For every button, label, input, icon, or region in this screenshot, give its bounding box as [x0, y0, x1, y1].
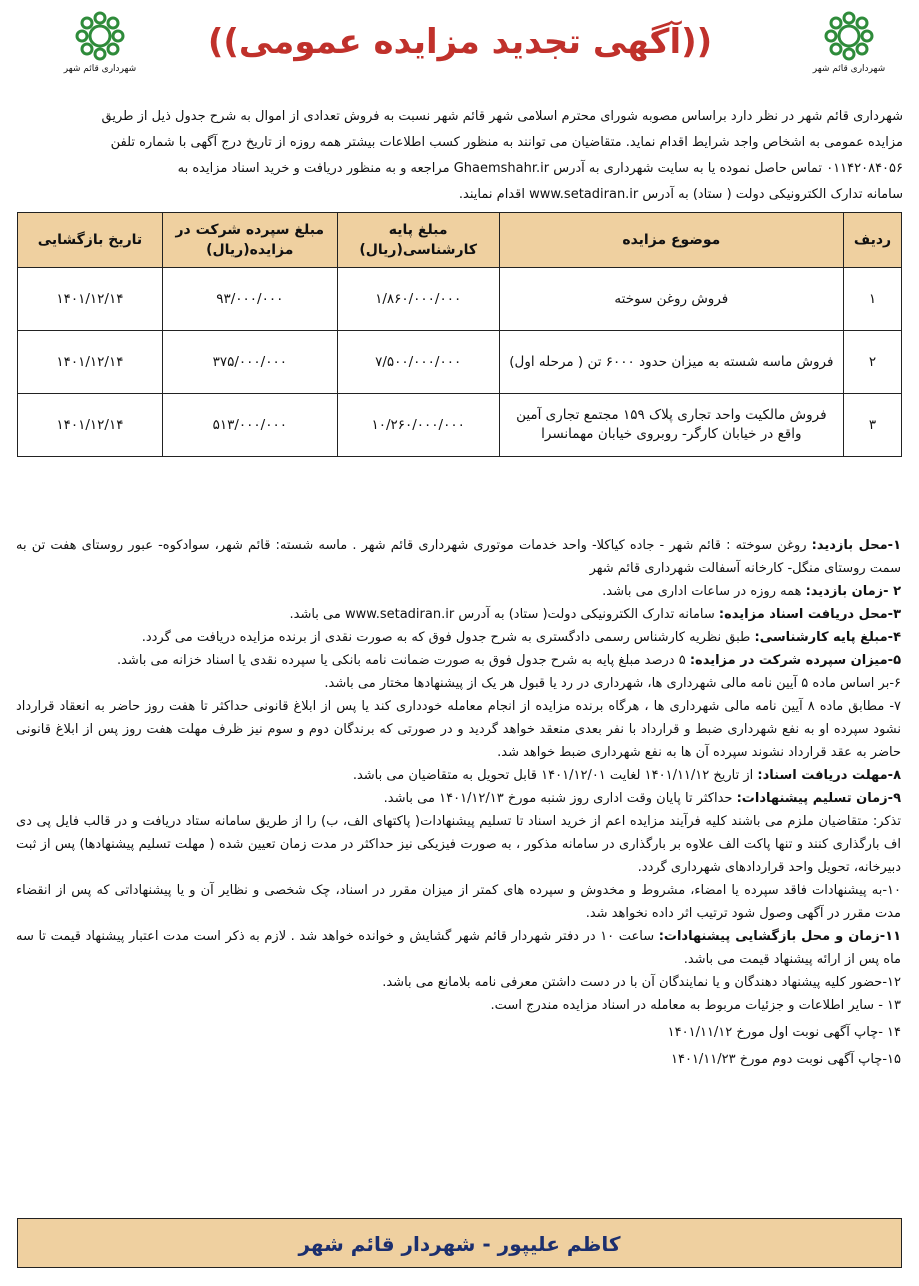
row-number: ۱ [844, 268, 902, 331]
signature-footer: کاظم علیپور - شهردار قائم شهر [17, 1218, 902, 1268]
condition-item [16, 971, 901, 994]
condition-text: ۱۰-به پیشنهادات فاقد سپرده یا امضاء، مشروط و مخدوش و سپرده های کمتر از میزان مقرر در اسناد، چک شخصی و نظایر آن و یا پیشنهاداتی که پس از انقضاء مدت مقرر در آگهی وصول شود ترتیب اثر داده نخواهد شد. [16, 883, 901, 921]
table-row [18, 394, 902, 457]
condition-text: حداکثر تا پایان وقت اداری روز شنبه مورخ ۱۴۰۱/۱۲/۱۳ می باشد. [383, 791, 737, 806]
row-opening-date: ۱۴۰۱/۱۲/۱۴ [18, 394, 163, 457]
condition-item [16, 534, 901, 580]
condition-label: ۵-میزان سپرده شرکت در مزایده: [689, 653, 901, 668]
condition-text: ۷- مطابق ماده ۸ آیین نامه مالی شهرداری ها ، هرگاه برنده مزایده از انجام معامله خودداری کند یا پس از ابلاغ قانونی حداکثر تا هفت روز حاضر به انعقاد قرارداد نشود سپرده او به نفع شهرداری ضبط و قرارداد با نفر بعدی منعقد خواهد گردید و در صورتی که برندگان دوم و سوم نیز ظرف مهلت هفت روز پس از ابلاغ قانونی حاضر به عقد قرارداد نشوند سپرده آن ها به نفع شهرداری ضبط خواهد شد. [16, 699, 901, 760]
header-opening-date: تاریخ بازگشایی [18, 213, 163, 268]
condition-text: ۱۲-حضور کلیه پیشنهاد دهندگان و یا نمایندگان آن با در دست داشتن معرفی نامه بلامانع می باشد. [382, 975, 901, 990]
condition-text: روغن سوخته : قائم شهر - جاده کیاکلا- واحد خدمات موتوری شهرداری قائم شهر . ماسه شسته: قائم شهر، سوادکوه- عبور روستای هفت تن به سمت روستای منگل- کارخانه آسفالت شهرداری قائم شهر [16, 538, 901, 576]
municipality-logo-left [60, 8, 140, 88]
row-number: ۳ [844, 394, 902, 457]
condition-text: سامانه تدارک الکترونیکی دولت( ستاد) به آدرس www.setadiran.ir می باشد. [289, 607, 719, 622]
condition-item [16, 672, 901, 695]
condition-label: ۳-محل دریافت اسناد مزایده: [718, 607, 901, 622]
condition-text: ۱۵-چاپ آگهی نوبت دوم مورخ ۱۴۰۱/۱۱/۲۳ [671, 1052, 901, 1067]
condition-item [16, 994, 901, 1017]
row-deposit: ۵۱۳/۰۰۰/۰۰۰ [162, 394, 337, 457]
page-title: ((آگهی تجدید مزایده عمومی)) [207, 22, 713, 62]
condition-text: تذکر: متقاضیان ملزم می باشند کلیه فرآیند مزایده اعم از خرید اسناد تا تسلیم پیشنهادات( پاکتهای الف، ب) را از طریق سامانه ستاد دریافت و در قالب فایل پی دی اف بارگذاری کنند و تنها پاکت الف علاوه بر بارگذاری در سامانه مذکور ، به صورت فیزیکی نیز حداکثر در مدت زمان تعیین شده ( مهلت تسلیم پیشنهادها) پس از ثبت دبیرخانه، تحویل واحد قراردادهای شهرداری گردد. [16, 814, 901, 875]
header-subject: موضوع مزایده [499, 213, 843, 268]
condition-label: ۹-زمان تسلیم پیشنهادات: [736, 791, 901, 806]
condition-text: ۱۴ -چاپ آگهی نوبت اول مورخ ۱۴۰۱/۱۱/۱۲ [667, 1025, 901, 1040]
header-row-number: ردیف [844, 213, 902, 268]
condition-text: ۱۳ - سایر اطلاعات و جزئیات مربوط به معامله در اسناد مزایده مندرج است. [490, 998, 901, 1013]
condition-text: ۶-بر اساس ماده ۵ آیین نامه مالی شهرداری ها، شهرداری در رد یا قبول هر یک از پیشنهادها مختار می باشد. [324, 676, 901, 691]
row-base-price: ۷/۵۰۰/۰۰۰/۰۰۰ [337, 331, 499, 394]
row-number: ۲ [844, 331, 902, 394]
condition-item [16, 764, 901, 787]
row-subject: فروش مالکیت واحد تجاری پلاک ۱۵۹ مجتمع تجاری آمین واقع در خیابان کارگر- روبروی خیابان مهمانسرا [499, 394, 843, 457]
condition-text: ساعت ۱۰ در دفتر شهردار قائم شهر گشایش و خوانده خواهد شد . لازم به ذکر است مدت اعتبار پیشنهاد قیمت تا سه ماه پس از ارائه پیشنهاد قیمت می باشد. [16, 929, 901, 967]
condition-item [16, 626, 901, 649]
intro-line: سامانه تدارک الکترونیکی دولت ( ستاد) به آدرس www.setadiran.ir اقدام نمایند. [458, 187, 903, 202]
row-opening-date: ۱۴۰۱/۱۲/۱۴ [18, 268, 163, 331]
municipality-emblem-icon [821, 8, 877, 64]
intro-line: مزایده عمومی به اشخاص واجد شرایط اقدام نماید. متقاضیان می توانند به منظور کسب اطلاعات بیشتر همه روزه از تاریخ درج آگهی با شماره تلفن [110, 135, 903, 150]
condition-label: ۸-مهلت دریافت اسناد: [757, 768, 901, 783]
intro-paragraph [16, 104, 903, 208]
row-deposit: ۳۷۵/۰۰۰/۰۰۰ [162, 331, 337, 394]
condition-text: طبق نظریه کارشناس رسمی دادگستری به شرح جدول فوق که به صورت نقدی از برنده مزایده دریافت می گردد. [141, 630, 755, 645]
table-header-row [18, 213, 902, 268]
condition-item [16, 695, 901, 764]
row-base-price: ۱۰/۲۶۰/۰۰۰/۰۰۰ [337, 394, 499, 457]
condition-item [16, 787, 901, 810]
header-deposit: مبلغ سپرده شرکت در مزایده(ریال) [162, 213, 337, 268]
row-subject: فروش روغن سوخته [499, 268, 843, 331]
intro-line: ۰۱۱۴۲۰۸۴۰۵۶ تماس حاصل نموده یا به سایت شهرداری به آدرس Ghaemshahr.ir مراجعه و به منظور دریافت و خرید اسناد مزایده به [177, 161, 903, 176]
condition-label: ۲ -زمان بازدید: [805, 584, 901, 599]
condition-item [16, 603, 901, 626]
condition-text: همه روزه در ساعات اداری می باشد. [602, 584, 806, 599]
condition-item [16, 1048, 901, 1071]
condition-label: ۴-مبلغ پایه کارشناسی: [754, 630, 901, 645]
condition-label: ۱-محل بازدید: [811, 538, 902, 553]
condition-text: از تاریخ ۱۴۰۱/۱۱/۱۲ لغایت ۱۴۰۱/۱۲/۰۱ قابل تحویل به متقاضیان می باشد. [352, 768, 758, 783]
municipality-logo-right [809, 8, 889, 88]
auction-items-table [17, 212, 902, 457]
row-deposit: ۹۳/۰۰۰/۰۰۰ [162, 268, 337, 331]
condition-item [16, 580, 901, 603]
row-opening-date: ۱۴۰۱/۱۲/۱۴ [18, 331, 163, 394]
municipality-emblem-icon [72, 8, 128, 64]
condition-item [16, 1021, 901, 1044]
condition-item [16, 879, 901, 925]
condition-item [16, 925, 901, 971]
conditions-list [16, 534, 901, 1071]
row-subject: فروش ماسه شسته به میزان حدود ۶۰۰۰ تن ( مرحله اول) [499, 331, 843, 394]
condition-text: ۵ درصد مبلغ پایه به شرح جدول فوق به صورت ضمانت نامه بانکی یا سپرده نقدی یا اسناد خزانه می باشد. [116, 653, 690, 668]
logo-caption: شهرداری قائم شهر [63, 64, 137, 74]
header-base-price: مبلغ پایه کارشناسی(ریال) [337, 213, 499, 268]
condition-item [16, 810, 901, 879]
logo-caption: شهرداری قائم شهر [812, 64, 886, 74]
condition-label: ۱۱-زمان و محل بازگشایی پیشنهادات: [658, 929, 902, 944]
table-row [18, 268, 902, 331]
row-base-price: ۱/۸۶۰/۰۰۰/۰۰۰ [337, 268, 499, 331]
intro-line: شهرداری قائم شهر در نظر دارد براساس مصوبه شورای محترم اسلامی شهر قائم شهر نسبت به فروش تعدادی از اموال به شرح جدول ذیل از طریق [101, 109, 903, 124]
condition-item [16, 649, 901, 672]
table-row [18, 331, 902, 394]
